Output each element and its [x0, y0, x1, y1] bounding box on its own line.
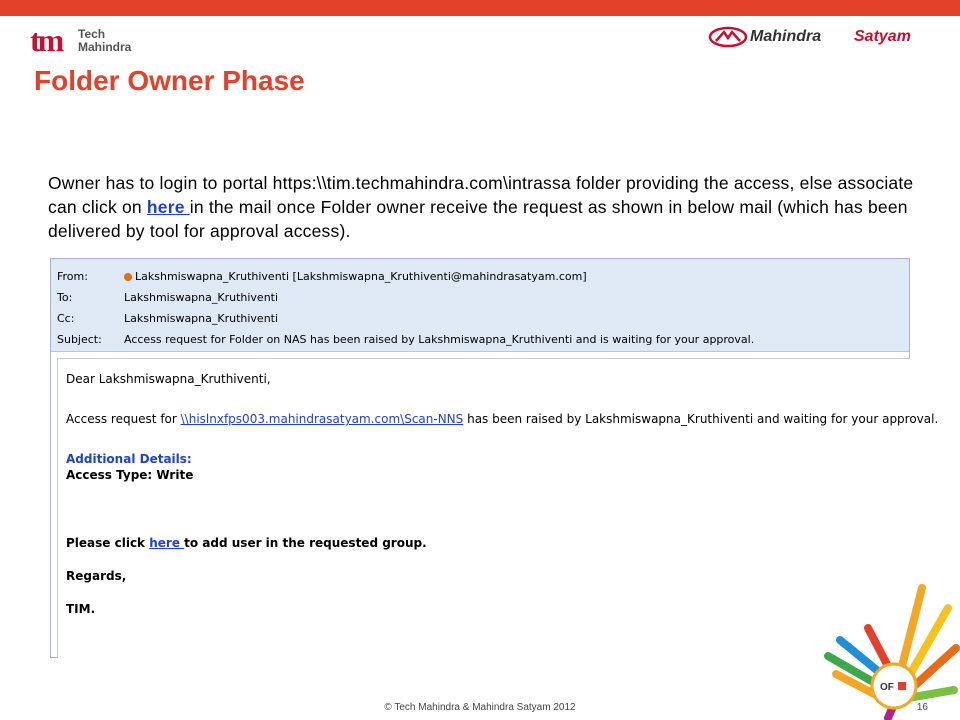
slide-title: Folder Owner Phase	[34, 65, 305, 96]
top-accent-bar	[0, 0, 960, 16]
presence-icon	[124, 273, 132, 281]
cc-value: Lakshmiswapna_Kruthiventi	[124, 312, 279, 325]
access-text-part1: Access request for	[66, 412, 181, 426]
colorful-hands-graphic	[818, 578, 960, 720]
tm-logo-mark: tm	[30, 22, 62, 58]
subject-value: Access request for Folder on NAS has been raised by Lakshmiswapna_Kruthiventi and is waiting for your approval.	[124, 333, 755, 346]
ms-logo-satyam: Satyam	[854, 28, 911, 45]
tech-mahindra-logo	[30, 22, 160, 58]
footer-copyright: © Tech Mahindra & Mahindra Satyam 2012	[384, 702, 576, 713]
intro-paragraph	[48, 171, 918, 243]
folder-path-link[interactable]: \\hislnxfps003.mahindrasatyam.com\Scan-NNS	[180, 412, 464, 426]
access-type: Access Type: Write	[66, 468, 194, 482]
from-address: Lakshmiswapna_Kruthiventi [Lakshmiswapna_Kruthiventi@mahindrasatyam.com]	[135, 270, 587, 283]
page-number: 16	[916, 702, 928, 713]
tm-logo-line1: Tech	[78, 27, 106, 41]
click-text-part2: to add user in the requested group.	[184, 536, 427, 550]
access-text-part2: has been raised by Lakshmiswapna_Kruthiventi and waiting for your approval.	[463, 412, 939, 426]
email-headers	[51, 259, 909, 352]
email-screenshot	[50, 258, 939, 658]
from-value	[124, 267, 587, 287]
from-label: From:	[57, 270, 88, 283]
to-label: To:	[57, 291, 73, 304]
email-greeting: Dear Lakshmiswapna_Kruthiventi,	[66, 372, 271, 386]
regards-line: Regards,	[66, 569, 127, 583]
click-text-part1: Please click	[66, 536, 150, 550]
to-value: Lakshmiswapna_Kruthiventi	[124, 291, 279, 304]
cc-label: Cc:	[57, 312, 75, 325]
subject-label: Subject:	[57, 333, 102, 346]
ms-logo-mahindra: Mahindra	[750, 28, 822, 45]
intro-text-part1: Owner has to login to portal https:\\tim.techmahindra.com\intrassa folder providing the access, else associate can click on	[48, 173, 914, 217]
email-body	[57, 358, 939, 658]
email-here-link[interactable]: here	[149, 536, 185, 550]
click-line	[66, 535, 427, 551]
access-request-line	[66, 411, 938, 427]
intro-text-part2: in the mail once Folder owner receive the request as shown in below mail (which has been delivered by tool for approval access).	[48, 197, 908, 241]
signature-line: TIM.	[66, 602, 96, 616]
svg-text:OF: OF	[880, 682, 894, 693]
mahindra-satyam-logo	[708, 26, 930, 48]
tm-logo-line2: Mahindra	[78, 40, 132, 54]
details-heading: Additional Details:	[66, 452, 192, 466]
intro-here-link[interactable]: here	[146, 197, 190, 217]
mahindra-rise-icon	[708, 26, 748, 48]
